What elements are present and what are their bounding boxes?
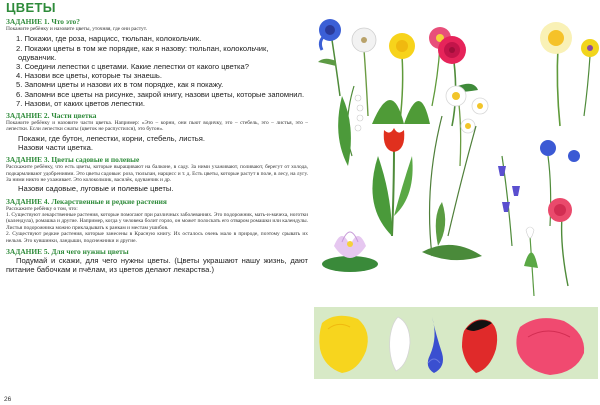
task2-line: Покажи, где бутон, лепестки, корни, стебель, листья. <box>18 133 205 143</box>
task1-list <box>6 34 308 108</box>
lily-of-the-valley-icon <box>338 86 363 166</box>
task5-text: Подумай и скажи, для чего нужны цветы. (Цветы украшают нашу жизнь, дают питание бабочкам и пчёлам, из цветов делают лекарства.) <box>6 256 308 275</box>
flowers-illustration <box>312 6 600 306</box>
plantain-icon <box>422 116 482 260</box>
task4-point1: 1. Существуют лекарственные растения, которые помогают при различных заболеваниях. Это подорожник, мать-и-мачеха, ноготки (календула), ромашка и другие. Например, когда у человека болит горло, он может полоскать его отваром ромашки или календулы. Листья подорожника можно прикладывать к ранкам и местам ушибов. <box>6 212 308 231</box>
task2-line: Назови части цветка. <box>18 143 94 153</box>
task5-heading: ЗАДАНИЕ 5. Для чего нужны цветы <box>6 247 129 257</box>
task1-item: 2. Покажи цветы в том же порядке, как я назову: тюльпан, колокольчик, одуванчик. <box>16 43 269 62</box>
task1-item: 6. Запомни все цветы на рисунке, закрой книгу, назови цветы, которые запомнил. <box>16 89 305 99</box>
cornflower-icon <box>318 19 341 96</box>
task1-heading: ЗАДАНИЕ 1. Что это? <box>6 17 80 26</box>
daffodil-icon <box>540 22 572 126</box>
water-lily-icon <box>322 232 378 272</box>
page-title: ЦВЕТЫ <box>6 0 56 15</box>
pansy-icon <box>581 39 599 116</box>
task2-intro: Покажите ребёнку и назовите части цветка. Например: «Это – корни, они пьют водичку, это – стебель, это – листья, это – лепестки. Если лепестки сжаты (цветок не распустился), это бутон». <box>6 120 308 133</box>
blue-petal-icon <box>428 317 443 373</box>
task2-heading: ЗАДАНИЕ 2. Части цветка <box>6 111 97 121</box>
rose-icon <box>438 36 478 126</box>
task4-heading: ЗАДАНИЕ 4. Лекарственные и редкие растения <box>6 196 167 206</box>
task1-item: 5. Запомни цветы и назови их в том порядке, как я покажу. <box>16 80 224 90</box>
dandelion-seedhead-icon <box>352 28 376 116</box>
task4-intro: Расскажите ребёнку о том, что: <box>6 205 78 212</box>
task1-item: 4. Назови все цветы, которые ты знаешь. <box>16 71 162 81</box>
task4-point2: 2. Существуют редкие растения, которые занесены в Красную книгу. Их осталось очень мало в природе, поэтому срывать их нельзя. Это кувшинки, ландыши, подснежники и другие. <box>6 231 308 244</box>
tulip-icon <box>372 128 412 236</box>
task1-item: 1. Покажи, где роза, нарцисс, тюльпан, колокольчик. <box>16 34 202 44</box>
white-petal-icon <box>390 317 410 371</box>
text-column <box>6 14 308 275</box>
bellflower-icon <box>498 156 520 246</box>
carnation-icon <box>548 198 572 286</box>
snowdrop-icon <box>524 227 538 296</box>
dandelion-icon <box>372 33 430 124</box>
yellow-petal-icon <box>319 316 367 373</box>
petals-illustration <box>314 307 598 379</box>
task1-item: 7. Назови, от каких цветов лепестки. <box>16 98 145 108</box>
rose-petal-icon <box>516 318 584 375</box>
task3-intro: Расскажите ребёнку, что есть цветы, которые выращивают на балконе, в саду. За ними ухаживают, поливают, берегут от холода, подкармливают удобрениями. Это цветы садовые: роза, тюльпан, нарцисс и т. д. Есть цветы, которые растут в поле, в лесу, на лугу. За ними никто не ухаживает. Это колокольчик, василёк, одуванчик и др. <box>6 164 308 184</box>
task3-line: Назови садовые, луговые и полевые цветы. <box>18 184 174 194</box>
task3-heading: ЗАДАНИЕ 3. Цветы садовые и полевые <box>6 155 140 165</box>
task1-item: 3. Соедини лепестки с цветами. Какие лепестки от какого цветка? <box>16 62 249 72</box>
tulip-petal-icon <box>462 319 497 373</box>
task1-intro: Покажите ребёнку и назовите цветы, уточняя, где они растут. <box>6 26 147 32</box>
page-number: 26 <box>4 396 12 403</box>
